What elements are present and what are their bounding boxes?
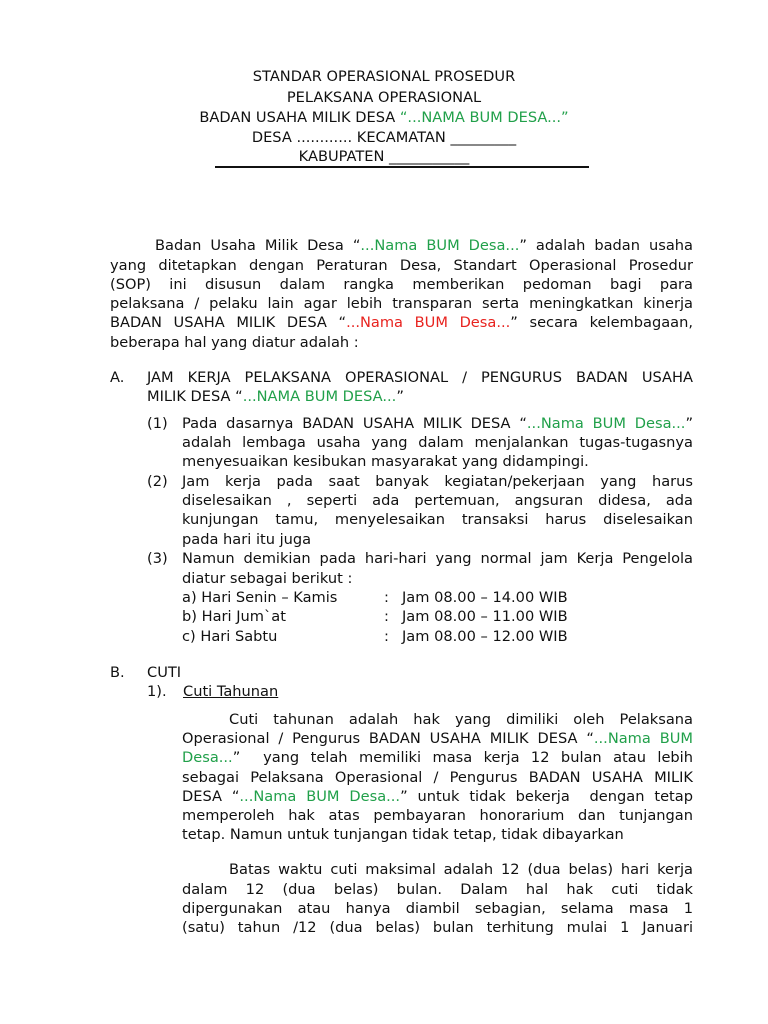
item-number: (3) — [147, 550, 168, 567]
schedule-separator: : — [384, 589, 389, 606]
intro-line: pelaksana / pelaku lain agar lebih transparan serta meningkatkan kinerja — [110, 295, 693, 312]
item-text: diatur sebagai berikut : — [182, 570, 353, 587]
cuti-paragraph-line — [182, 787, 693, 806]
intro-text: ” secara kelembagaan, — [510, 314, 694, 331]
cuti-paragraph-line — [182, 729, 693, 748]
doc-org-line — [0, 108, 768, 127]
section-a-letter: A. — [110, 369, 125, 386]
intro-line: (SOP) ini disusun dalam rangka memberikan pedoman bagi para — [110, 276, 693, 293]
bumdes-name-placeholder: ...Nama BUM Desa... — [346, 314, 511, 331]
schedule-time: Jam 08.00 – 14.00 WIB — [402, 589, 568, 606]
section-b-heading: CUTI — [147, 664, 182, 681]
item-number: (2) — [147, 473, 168, 490]
cuti-paragraph-line: memperoleh hak atas pembayaran honorarium dan tunjangan — [182, 807, 693, 824]
cuti-paragraph-line: dipergunakan atau hanya diambil sebagian, selama masa 1 — [182, 900, 693, 917]
intro-line — [155, 236, 693, 255]
intro-text: BADAN USAHA MILIK DESA “ — [110, 314, 347, 331]
org-label: BADAN USAHA MILIK DESA — [199, 109, 400, 126]
item-text-part: Pada dasarnya BADAN USAHA MILIK DESA “ — [182, 415, 527, 432]
intro-text: Badan Usaha Milik Desa “ — [155, 237, 361, 254]
subsection-number: 1). — [147, 683, 167, 700]
bumdes-name-placeholder: ...NAMA BUM DESA... — [242, 388, 397, 405]
item-text: diselesaikan , seperti ada pertemuan, angsuran didesa, ada — [182, 492, 693, 509]
doc-title: STANDAR OPERASIONAL PROSEDUR — [252, 68, 516, 85]
schedule-time: Jam 08.00 – 11.00 WIB — [402, 608, 568, 625]
cuti-paragraph-line: Cuti tahunan adalah hak yang dimiliki oleh Pelaksana — [229, 711, 693, 728]
section-b-letter: B. — [110, 664, 125, 681]
paragraph-text: Operasional / Pengurus BADAN USAHA MILIK DESA “ — [182, 730, 594, 747]
paragraph-text: DESA “ — [182, 788, 240, 805]
item-text: kunjungan tamu, menyelesaikan transaksi harus diselesaikan — [182, 511, 693, 528]
subsection-title: Cuti Tahunan — [183, 683, 279, 700]
paragraph-text: ” yang telah memiliki masa kerja 12 bulan atau lebih — [232, 749, 693, 766]
schedule-day: a) Hari Senin – Kamis — [182, 589, 338, 606]
section-a-heading: JAM KERJA PELAKSANA OPERASIONAL / PENGURUS BADAN USAHA — [147, 369, 693, 386]
bumdes-name-placeholder: ...Nama BUM Desa... — [526, 415, 686, 432]
heading-text: MILIK DESA “ — [147, 388, 243, 405]
doc-location-line: DESA ............ KECAMATAN _________ — [251, 129, 517, 146]
header-divider — [215, 166, 589, 168]
intro-line — [110, 313, 693, 332]
bumdes-name-placeholder: ...Nama BUM — [593, 730, 694, 747]
doc-kabupaten-line: KABUPATEN ___________ — [298, 148, 470, 165]
cuti-paragraph-line — [182, 748, 693, 767]
schedule-separator: : — [384, 608, 389, 625]
item-text: Namun demikian pada hari-hari yang normal jam Kerja Pengelola — [182, 550, 693, 567]
schedule-day: c) Hari Sabtu — [182, 628, 278, 645]
item-number: (1) — [147, 415, 168, 432]
item-text: pada hari itu juga — [182, 531, 312, 548]
doc-subtitle: PELAKSANA OPERASIONAL — [286, 89, 482, 106]
cuti-paragraph-line: (satu) tahun /12 (dua belas) bulan terhitung mulai 1 Januari — [182, 919, 693, 936]
item-text: Jam kerja pada saat banyak kegiatan/pekerjaan yang harus — [182, 473, 693, 490]
item-text: adalah lembaga usaha yang dalam menjalankan tugas-tugasnya — [182, 434, 693, 451]
cuti-paragraph-line: sebagai Pelaksana Operasional / Pengurus BADAN USAHA MILIK — [182, 769, 693, 786]
intro-text: ” adalah badan usaha — [519, 237, 694, 254]
cuti-paragraph-line: dalam 12 (dua belas) bulan. Dalam hal hak cuti tidak — [182, 881, 693, 898]
cuti-paragraph-line: tetap. Namun untuk tunjangan tidak tetap, tidak dibayarkan — [182, 826, 624, 843]
schedule-day: b) Hari Jum`at — [182, 608, 286, 625]
section-a-heading — [147, 387, 404, 406]
schedule-separator: : — [384, 628, 389, 645]
schedule-time: Jam 08.00 – 12.00 WIB — [402, 628, 568, 645]
item-text — [182, 414, 693, 433]
bumdes-name-placeholder: “...NAMA BUM DESA...” — [399, 109, 569, 126]
item-text-part: ” — [685, 415, 693, 432]
paragraph-text: ” untuk tidak bekerja dengan tetap — [400, 788, 693, 805]
heading-text: ” — [396, 388, 404, 405]
cuti-paragraph-line: Batas waktu cuti maksimal adalah 12 (dua belas) hari kerja — [229, 861, 693, 878]
bumdes-name-placeholder: Desa... — [182, 749, 233, 766]
bumdes-name-placeholder: ...Nama BUM Desa... — [360, 237, 520, 254]
item-text: menyesuaikan kesibukan masyarakat yang didampingi. — [182, 453, 589, 470]
intro-line: beberapa hal yang diatur adalah : — [110, 334, 359, 351]
bumdes-name-placeholder: ...Nama BUM Desa... — [239, 788, 401, 805]
intro-line: yang ditetapkan dengan Peraturan Desa, Standart Operasional Prosedur — [110, 257, 693, 274]
